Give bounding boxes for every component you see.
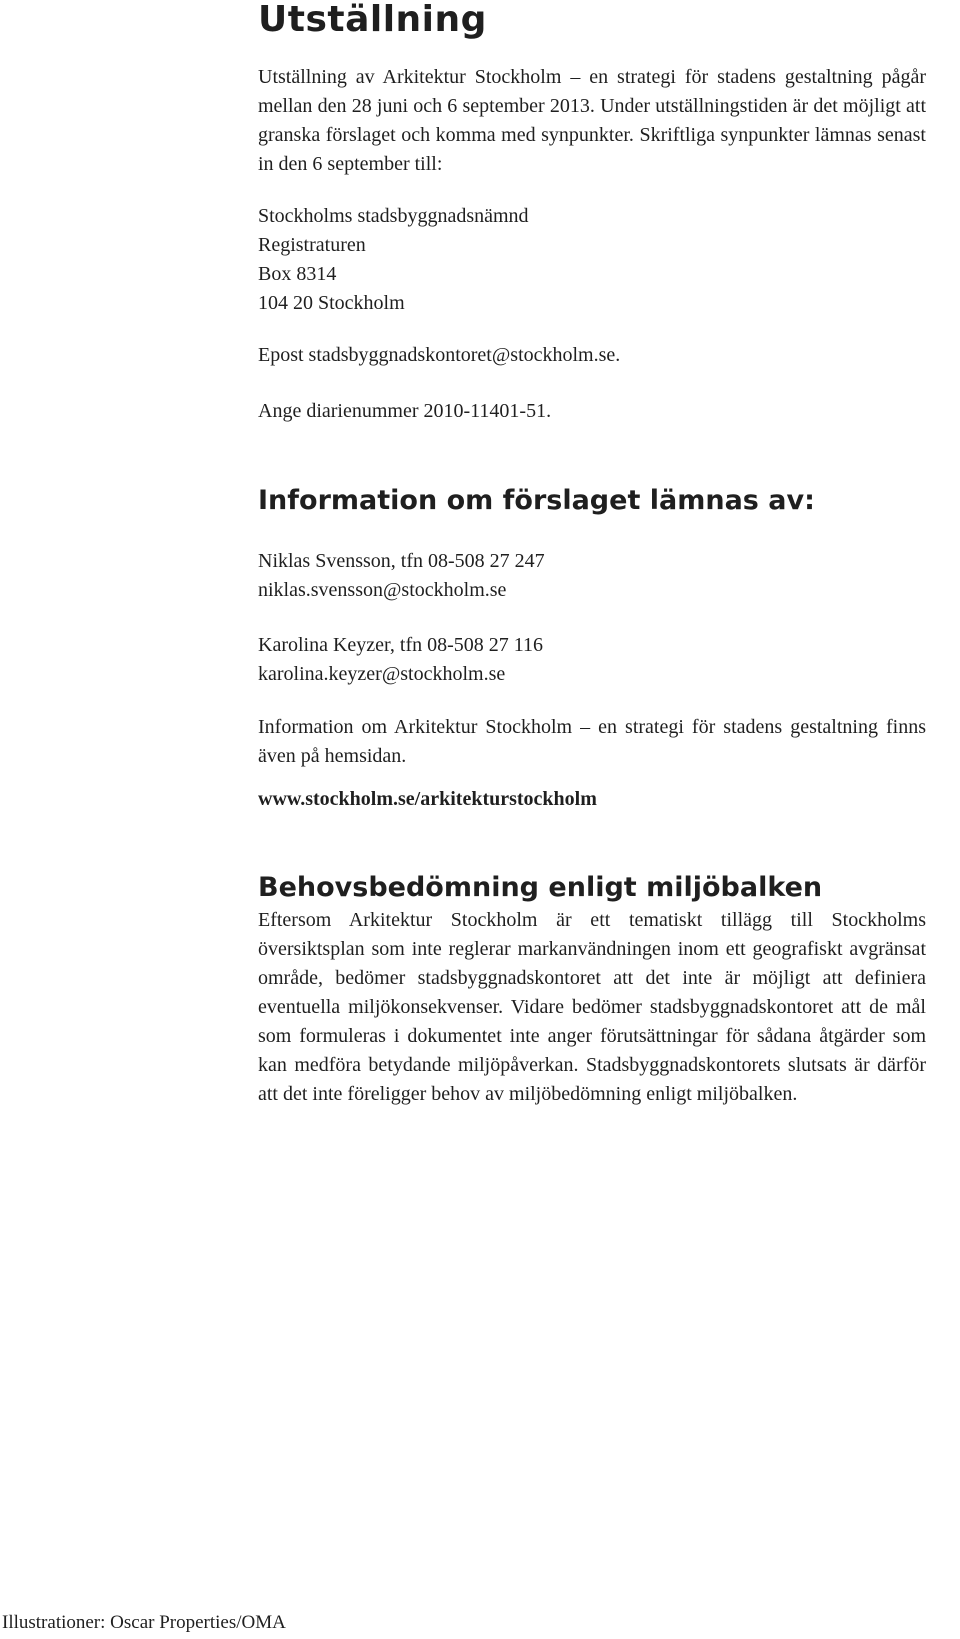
address-line-3: Box 8314 <box>258 263 337 285</box>
illustration-credit: Illustrationer: Oscar Properties/OMA <box>2 1612 286 1633</box>
website-link[interactable]: www.stockholm.se/arkitekturstockholm <box>258 788 597 810</box>
contacts-heading: Information om förslaget lämnas av: <box>258 485 815 516</box>
assessment-text: Eftersom Arkitektur Stockholm är ett tematiskt tillägg till Stockholms översiktsplan som inte reglerar markanvändningen inom ett geografiskt avgränsat område, bedömer stadsbyggnadskontoret att det inte är möjligt att definiera eventuella miljökonsekvenser. Vidare bedömer stadsbyggnadskontoret att de mål som formuleras i dokumentet inte anger förutsättningar för sådana åtgärder som kan medföra betydande miljöpåverkan. Stadsbyggnadskontorets slutsats är därför att det inte föreligger behov av miljöbedömning enligt miljöbalken. <box>258 909 926 1105</box>
email-instruction: Epost stadsbyggnadskontoret@stockholm.se. <box>258 344 621 366</box>
reference-number: Ange diarienummer 2010-11401-51. <box>258 400 552 422</box>
contact-email[interactable]: karolina.keyzer@stockholm.se <box>258 663 506 685</box>
contact-name-phone: Karolina Keyzer, tfn 08-508 27 116 <box>258 634 544 656</box>
web-info-text: Information om Arkitektur Stockholm – en strategi för stadens gestaltning finns även på hemsidan. <box>258 716 926 767</box>
exhibition-heading: Utställning <box>258 0 487 40</box>
exhibition-intro: Utställning av Arkitektur Stockholm – en strategi för stadens gestaltning pågår mellan den 28 juni och 6 september 2013. Under utställningstiden är det möjligt att granska förslaget och komma med synpunkter. Skriftliga synpunkter lämnas senast in den 6 september till: <box>258 66 926 175</box>
address-line-4: 104 20 Stockholm <box>258 292 405 314</box>
contact-name-phone: Niklas Svensson, tfn 08-508 27 247 <box>258 550 545 572</box>
postal-address <box>258 202 926 318</box>
contact-person-2 <box>258 631 926 689</box>
contact-email[interactable]: niklas.svensson@stockholm.se <box>258 579 507 601</box>
address-line-2: Registraturen <box>258 234 366 256</box>
address-line-1: Stockholms stadsbyggnadsnämnd <box>258 205 529 227</box>
assessment-heading: Behovsbedömning enligt miljöbalken <box>258 872 823 903</box>
contact-person-1 <box>258 547 926 605</box>
